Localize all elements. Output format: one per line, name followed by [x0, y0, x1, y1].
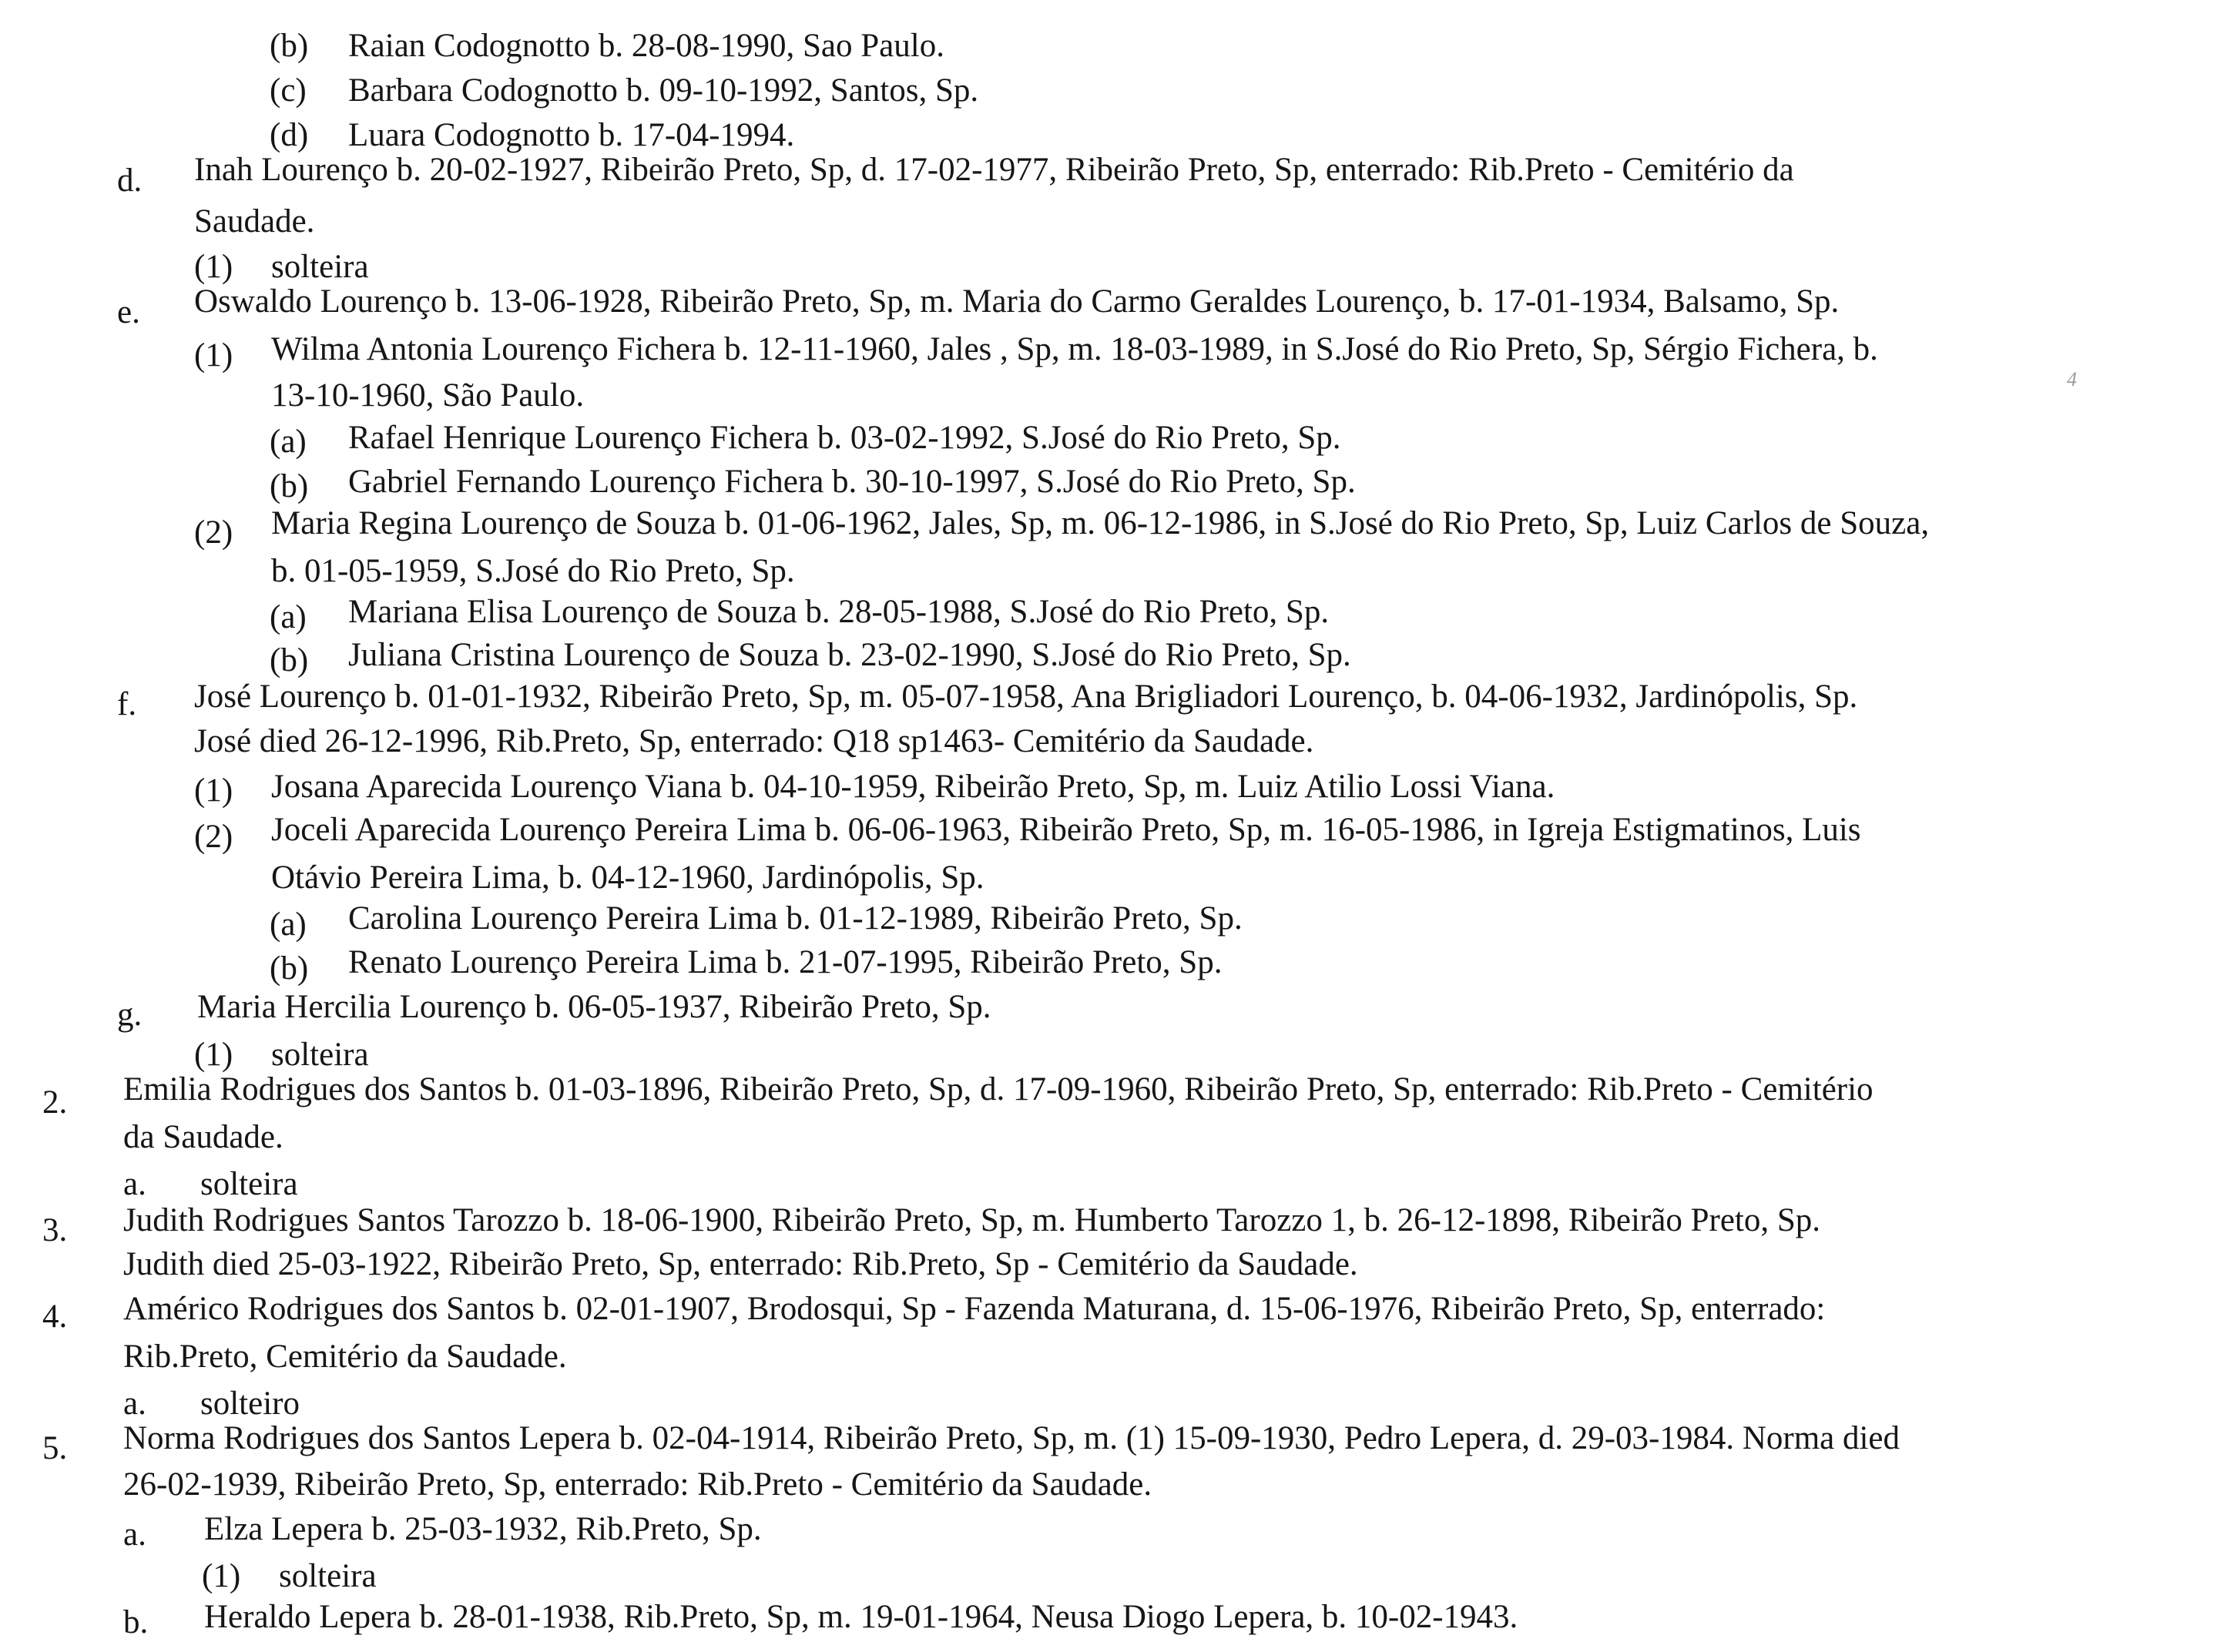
entry-text: Carolina Lourenço Pereira Lima b. 01-12-1989, Ribeirão Preto, Sp. — [348, 900, 1243, 937]
entry-text: Otávio Pereira Lima, b. 04-12-1960, Jardinópolis, Sp. — [271, 860, 985, 896]
entry-marker: (2) — [194, 514, 233, 551]
entry-text: Américo Rodrigues dos Santos b. 02-01-1907, Brodosqui, Sp - Fazenda Maturana, d. 15-06-1976, Ribeirão Preto, Sp, enterrado: — [123, 1291, 1826, 1327]
entry-marker: 5. — [42, 1430, 68, 1466]
entry-text: da Saudade. — [123, 1119, 283, 1155]
entry-marker: (a) — [270, 599, 307, 635]
entry-marker: g. — [117, 997, 143, 1033]
entry-text: Barbara Codognotto b. 09-10-1992, Santos, Sp. — [348, 72, 979, 109]
entry-text: Oswaldo Lourenço b. 13-06-1928, Ribeirão Preto, Sp, m. Maria do Carmo Geraldes Lourenço, b. 17-01-1934, Balsamo, Sp. — [194, 283, 1840, 320]
entry-text: Saudade. — [194, 203, 315, 240]
entry-text: Emilia Rodrigues dos Santos b. 01-03-1896, Ribeirão Preto, Sp, d. 17-09-1960, Ribeirão Preto, Sp, enterrado: Rib.Preto - Cemitério — [123, 1071, 1874, 1107]
entry-text: solteira — [271, 1037, 369, 1073]
entry-text: Rafael Henrique Lourenço Fichera b. 03-02-1992, S.José do Rio Preto, Sp. — [348, 420, 1341, 456]
entry-text: José died 26-12-1996, Rib.Preto, Sp, enterrado: Q18 sp1463- Cemitério da Saudade. — [194, 723, 1314, 759]
entry-text: Maria Regina Lourenço de Souza b. 01-06-1962, Jales, Sp, m. 06-12-1986, in S.José do Rio Preto, Sp, Luiz Carlos de Souza, — [271, 505, 1930, 541]
entry-marker: (1) — [194, 772, 233, 809]
entry-text: Inah Lourenço b. 20-02-1927, Ribeirão Preto, Sp, d. 17-02-1977, Ribeirão Preto, Sp, enterrado: Rib.Preto - Cemitério da — [194, 152, 1794, 188]
entry-marker: (d) — [270, 117, 309, 153]
entry-marker: (2) — [194, 819, 233, 855]
entry-text: solteira — [200, 1166, 298, 1202]
entry-text: Renato Lourenço Pereira Lima b. 21-07-1995, Ribeirão Preto, Sp. — [348, 944, 1223, 980]
entry-text: Gabriel Fernando Lourenço Fichera b. 30-10-1997, S.José do Rio Preto, Sp. — [348, 464, 1356, 500]
margin-mark: 4 — [2067, 368, 2077, 390]
entry-marker: (b) — [270, 950, 309, 987]
entry-marker: (b) — [270, 28, 309, 64]
entry-marker: (b) — [270, 642, 309, 679]
entry-text: b. 01-05-1959, S.José do Rio Preto, Sp. — [271, 553, 795, 589]
entry-text: solteira — [271, 249, 369, 285]
entry-text: Norma Rodrigues dos Santos Lepera b. 02-04-1914, Ribeirão Preto, Sp, m. (1) 15-09-1930, Pedro Lepera, d. 29-03-1984. Norma died — [123, 1420, 1900, 1456]
entry-text: Rib.Preto, Cemitério da Saudade. — [123, 1339, 567, 1375]
entry-text: Judith died 25-03-1922, Ribeirão Preto, Sp, enterrado: Rib.Preto, Sp - Cemitério da Saudade. — [123, 1246, 1358, 1282]
entry-marker: a. — [123, 1166, 146, 1202]
entry-marker: 4. — [42, 1298, 68, 1335]
entry-marker: b. — [123, 1604, 149, 1640]
entry-text: Elza Lepera b. 25-03-1932, Rib.Preto, Sp. — [204, 1511, 762, 1547]
entry-marker: a. — [123, 1516, 146, 1553]
entry-marker: (a) — [270, 906, 307, 943]
entry-marker: 2. — [42, 1084, 68, 1121]
entry-text: Maria Hercilia Lourenço b. 06-05-1937, Ribeirão Preto, Sp. — [197, 989, 991, 1025]
entry-marker: (b) — [270, 468, 309, 504]
entry-text: Joceli Aparecida Lourenço Pereira Lima b. 06-06-1963, Ribeirão Preto, Sp, m. 16-05-1986, in Igreja Estigmatinos, Luis — [271, 812, 1861, 848]
entry-text: Josana Aparecida Lourenço Viana b. 04-10-1959, Ribeirão Preto, Sp, m. Luiz Atilio Lossi Viana. — [271, 769, 1555, 805]
entry-marker: (a) — [270, 424, 307, 460]
entry-text: 13-10-1960, São Paulo. — [271, 377, 585, 414]
entry-marker: f. — [117, 686, 137, 722]
entry-marker: (1) — [194, 249, 233, 285]
entry-text: Judith Rodrigues Santos Tarozzo b. 18-06-1900, Ribeirão Preto, Sp, m. Humberto Tarozzo 1, b. 26-12-1898, Ribeirão Preto, Sp. — [123, 1202, 1821, 1238]
entry-text: Wilma Antonia Lourenço Fichera b. 12-11-1960, Jales , Sp, m. 18-03-1989, in S.José do Rio Preto, Sp, Sérgio Fichera, b. — [271, 331, 1878, 367]
entry-marker: (1) — [202, 1558, 241, 1594]
entry-text: Heraldo Lepera b. 28-01-1938, Rib.Preto, Sp, m. 19-01-1964, Neusa Diogo Lepera, b. 10-02-1943. — [204, 1599, 1518, 1635]
entry-text: Luara Codognotto b. 17-04-1994. — [348, 117, 795, 153]
entry-marker: (1) — [194, 337, 233, 374]
entry-text: Raian Codognotto b. 28-08-1990, Sao Paulo. — [348, 28, 944, 64]
entry-text: Juliana Cristina Lourenço de Souza b. 23-02-1990, S.José do Rio Preto, Sp. — [348, 637, 1351, 673]
entry-text: 26-02-1939, Ribeirão Preto, Sp, enterrado: Rib.Preto - Cemitério da Saudade. — [123, 1466, 1152, 1503]
entry-marker: (c) — [270, 72, 307, 109]
entry-marker: (1) — [194, 1037, 233, 1073]
entry-marker: 3. — [42, 1212, 68, 1248]
entry-marker: d. — [117, 163, 143, 199]
entry-marker: a. — [123, 1386, 146, 1422]
entry-text: solteira — [279, 1558, 377, 1594]
entry-text: José Lourenço b. 01-01-1932, Ribeirão Preto, Sp, m. 05-07-1958, Ana Brigliadori Lourenço, b. 04-06-1932, Jardinópolis, Sp. — [194, 679, 1858, 715]
entry-text: Mariana Elisa Lourenço de Souza b. 28-05-1988, S.José do Rio Preto, Sp. — [348, 594, 1330, 630]
entry-marker: e. — [117, 294, 140, 330]
entry-text: solteiro — [200, 1386, 300, 1422]
